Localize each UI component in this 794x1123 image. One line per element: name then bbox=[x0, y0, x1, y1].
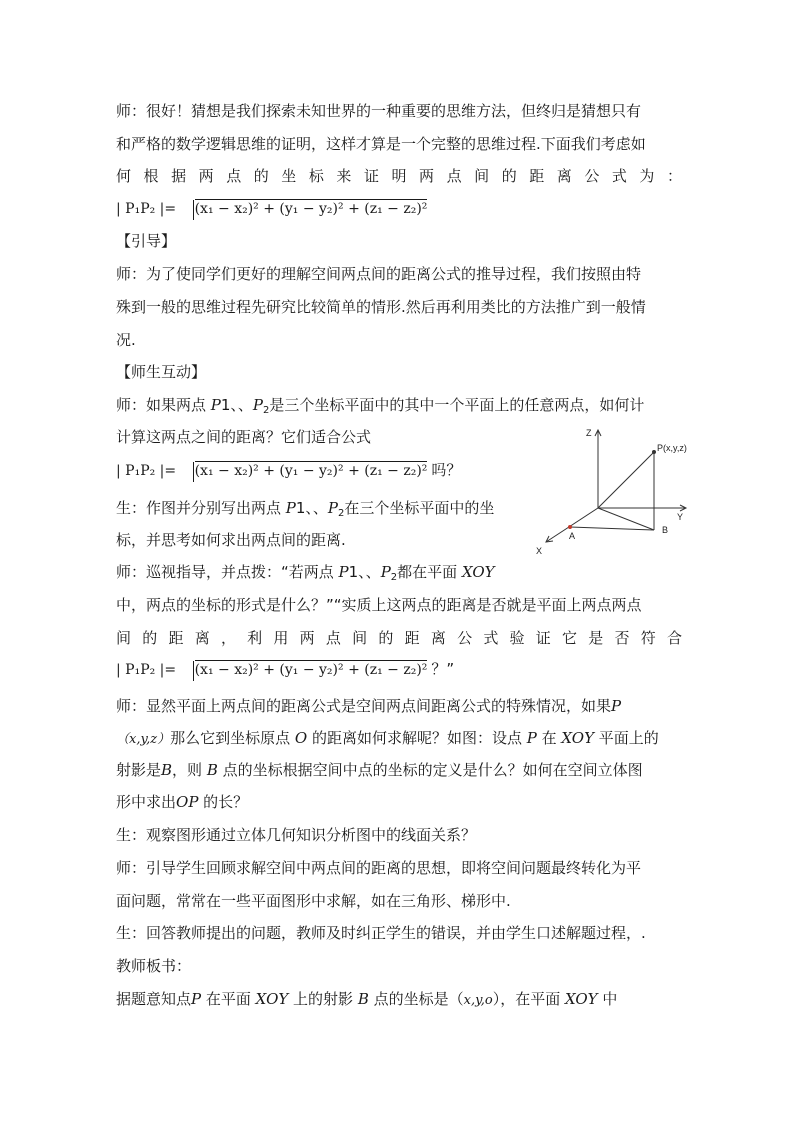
text-fragment: 中 bbox=[597, 990, 618, 1008]
segment-ob bbox=[598, 508, 654, 530]
text-line bbox=[116, 760, 682, 780]
text-line: 师：很好！猜想是我们探索未知世界的一种重要的思维方法，但终归是猜想只有 bbox=[116, 102, 642, 120]
text-fragment: 点的坐标是（ bbox=[368, 990, 464, 1008]
math-var: P bbox=[285, 499, 296, 517]
math-var: B bbox=[357, 990, 369, 1008]
text-fragment: 师：巡视指导，并点拨：“若两点 bbox=[116, 563, 339, 581]
math-var: XOY bbox=[255, 990, 289, 1008]
text-line bbox=[116, 989, 682, 1011]
text-fragment: ？” bbox=[431, 660, 455, 678]
text-fragment: 上的射影 bbox=[288, 990, 358, 1008]
math-var: P bbox=[380, 563, 391, 581]
text-line: 计算这两点之间的距离？它们适合公式 bbox=[116, 428, 372, 446]
formula-radicand: (x₁ − x₂)² + (y₁ − y₂)² + (z₁ − z₂)² bbox=[194, 201, 428, 217]
text-fragment: 师：如果两点 bbox=[116, 396, 211, 414]
math-var: （x,y,z） bbox=[116, 732, 171, 747]
formula-radical bbox=[183, 198, 432, 219]
coordinate-diagram bbox=[532, 420, 704, 565]
text-line bbox=[116, 395, 682, 421]
formula-lhs: | P₁P₂ |= bbox=[116, 463, 177, 479]
math-var: OP bbox=[176, 793, 199, 811]
p-label: P(x,y,z) bbox=[657, 443, 687, 453]
text-fragment: 1、、 bbox=[220, 396, 253, 414]
segment-ab bbox=[570, 527, 654, 530]
text-line: 和严格的数学逻辑思维的证明，这样才算是一个完整的思维过程.下面我们考虑如 bbox=[116, 135, 646, 153]
text-line bbox=[116, 792, 682, 812]
math-var: B bbox=[161, 761, 173, 779]
math-var: XOY bbox=[564, 990, 598, 1008]
math-var: P bbox=[338, 563, 349, 581]
z-label: Z bbox=[586, 428, 592, 438]
section-heading-interaction: 【师生互动】 bbox=[116, 363, 207, 381]
formula-radicand: (x₁ − x₂)² + (y₁ − y₂)² + (z₁ − z₂)² bbox=[194, 662, 428, 678]
text-line: 况. bbox=[116, 331, 136, 349]
text-fragment: 那么它到坐标原点 bbox=[170, 729, 295, 747]
text-line bbox=[116, 696, 682, 716]
text-fragment: 1、、 bbox=[348, 563, 381, 581]
math-var: O bbox=[294, 729, 308, 747]
text-fragment: 点的坐标根据空间中点的坐标的定义是什么？如何在空间立体图 bbox=[217, 761, 643, 779]
formula-radical bbox=[183, 460, 432, 481]
text-fragment: 是三个坐标平面中的其中一个平面上的任意两点，如何计 bbox=[269, 396, 645, 414]
text-fragment: 的长？ bbox=[198, 793, 249, 811]
point-a bbox=[568, 525, 572, 529]
text-fragment: ，则 bbox=[172, 761, 207, 779]
text-fragment: 1、、 bbox=[295, 499, 328, 517]
text-line: 何根据两点的坐标来证明两点间的距离公式为： bbox=[116, 167, 682, 185]
text-fragment: 在三个坐标平面中的坐 bbox=[344, 499, 495, 517]
text-line: 面问题，常常在一些平面图形中求解，如在三角形、梯形中. bbox=[116, 892, 511, 910]
math-var: XOY bbox=[561, 729, 594, 747]
text-line: 教师板书： bbox=[116, 957, 192, 975]
point-p bbox=[652, 450, 656, 454]
text-fragment: ），在平面 bbox=[492, 990, 565, 1008]
text-line: 生：观察图形通过立体几何知识分析图中的线面关系？ bbox=[116, 826, 477, 844]
text-fragment: 形中求出 bbox=[116, 793, 177, 811]
math-var: P bbox=[611, 697, 622, 715]
text-line: 标，并思考如何求出两点间的距离. bbox=[116, 531, 346, 549]
math-var: P bbox=[252, 396, 264, 414]
text-fragment: 射影是 bbox=[116, 761, 162, 779]
distance-formula bbox=[116, 659, 682, 680]
text-line bbox=[116, 498, 516, 524]
text-line: 生：回答教师提出的问题，教师及时纠正学生的错误，并由学生口述解题过程，. bbox=[116, 924, 646, 942]
text-fragment: 都在平面 bbox=[397, 563, 462, 581]
text-fragment: 据题意知点 bbox=[116, 990, 192, 1008]
math-var: P bbox=[526, 729, 537, 747]
text-line: 间的距离，利用两点间的距离公式验证它是否符合 bbox=[116, 629, 682, 647]
text-fragment: 生：作图并分别写出两点 bbox=[116, 499, 286, 517]
section-heading-guide: 【引导】 bbox=[116, 232, 177, 250]
text-fragment: 平面上的 bbox=[593, 729, 659, 747]
math-var: P bbox=[191, 990, 202, 1008]
math-sub: 2 bbox=[390, 572, 398, 583]
math-var: P bbox=[327, 499, 339, 517]
segment-op bbox=[598, 452, 654, 508]
b-label: B bbox=[662, 525, 669, 535]
formula-radical bbox=[183, 659, 432, 680]
formula-radicand: (x₁ − x₂)² + (y₁ − y₂)² + (z₁ − z₂)² bbox=[194, 463, 428, 479]
x-label: X bbox=[536, 546, 543, 556]
math-sub: 2 bbox=[338, 508, 345, 519]
text-fragment: 师：显然平面上两点间的距离公式是空间两点间距离公式的特殊情况，如果 bbox=[116, 697, 612, 715]
text-line: 师：为了使同学们更好的理解空间两点间的距离公式的推导过程，我们按照由特 bbox=[116, 265, 642, 283]
text-fragment: 在 bbox=[536, 729, 562, 747]
math-sub: 2 bbox=[263, 405, 270, 416]
formula-lhs: | P₁P₂ |= bbox=[116, 662, 177, 678]
text-line bbox=[116, 562, 516, 588]
text-fragment: 的距离如何求解呢？如图：设点 bbox=[307, 729, 527, 747]
formula-lhs: | P₁P₂ |= bbox=[116, 201, 177, 217]
y-label: Y bbox=[677, 512, 684, 522]
math-var: x,y,o bbox=[463, 993, 493, 1008]
text-fragment: 在平面 bbox=[201, 990, 256, 1008]
math-var: XOY bbox=[461, 563, 495, 581]
text-line: 师：引导学生回顾求解空间中两点间的距离的思想，即将空间问题最终转化为平 bbox=[116, 859, 642, 877]
math-var: B bbox=[206, 761, 218, 779]
a-label: A bbox=[569, 531, 576, 541]
distance-formula bbox=[116, 198, 682, 219]
math-var: P bbox=[210, 396, 221, 414]
text-fragment: 吗？ bbox=[431, 461, 462, 479]
text-line: 中，两点的坐标的形式是什么？”“实质上这两点的距离是否就是平面上两点两点 bbox=[116, 596, 642, 614]
text-line bbox=[116, 728, 682, 750]
text-line: 殊到一般的思维过程先研究比较简单的情形.然后再利用类比的方法推广到一般情 bbox=[116, 298, 646, 316]
